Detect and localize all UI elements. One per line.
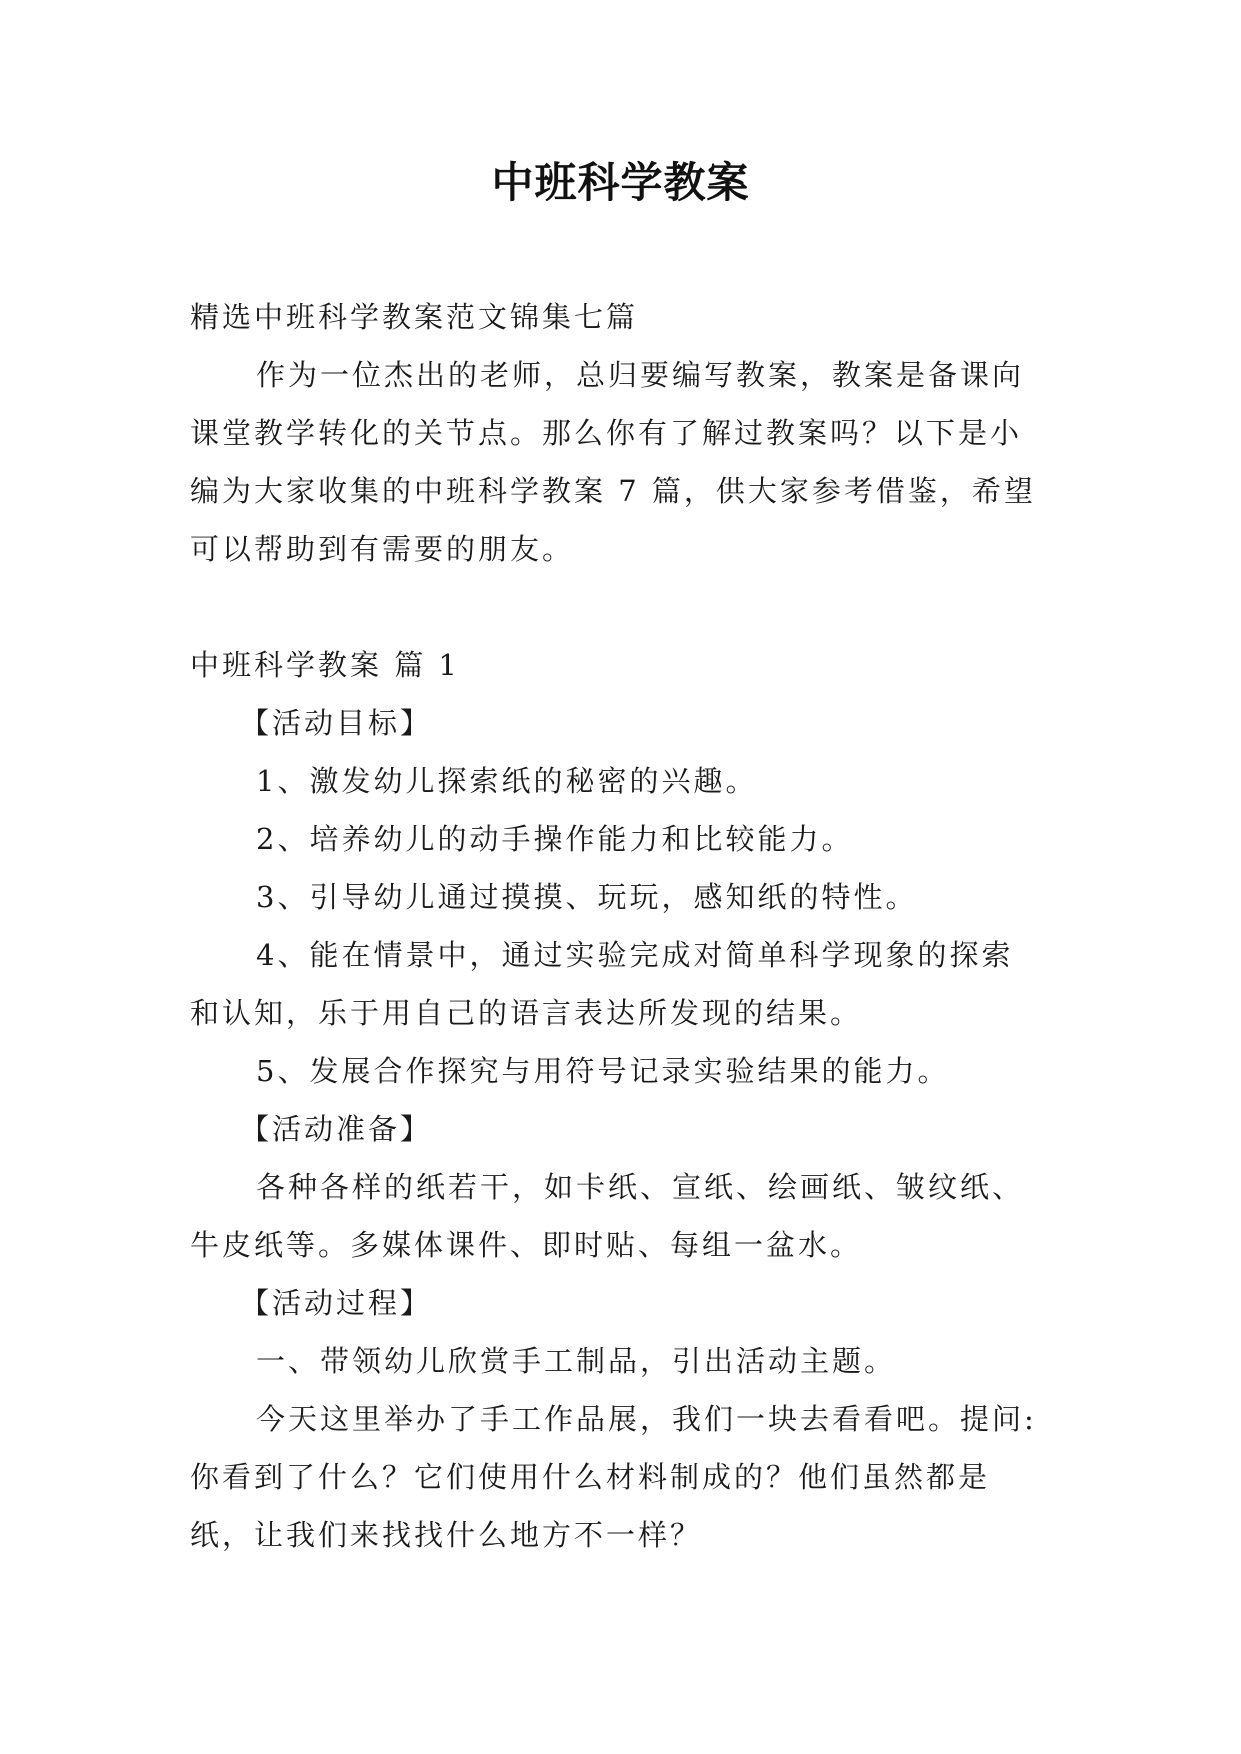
- process-line: 你看到了什么？它们使用什么材料制成的？他们虽然都是: [190, 1460, 991, 1494]
- intro-line: 作为一位杰出的老师，总归要编写教案，教案是备课向: [256, 358, 1025, 392]
- goal-item: 4、能在情景中，通过实验完成对简单科学现象的探索: [256, 938, 1014, 972]
- goal-item: 5、发展合作探究与用符号记录实验结果的能力。: [256, 1054, 950, 1088]
- process-line: 一、带领幼儿欣赏手工制品，引出活动主题。: [256, 1344, 897, 1378]
- prep-line: 牛皮纸等。多媒体课件、即时贴、每组一盆水。: [190, 1228, 863, 1262]
- page-title: 中班科学教案: [491, 158, 750, 207]
- process-heading: 【活动过程】: [240, 1286, 433, 1320]
- goal-item: 1、激发幼儿探索纸的秘密的兴趣。: [256, 764, 758, 798]
- document-body: [190, 288, 1060, 1564]
- goal-item: 3、引导幼儿通过摸摸、玩玩，感知纸的特性。: [256, 880, 918, 914]
- paragraph-gap: [190, 578, 1060, 636]
- intro-line: 课堂教学转化的关节点。那么你有了解过教案吗？以下是小: [190, 416, 1023, 450]
- process-line: 今天这里举办了手工作品展，我们一块去看看吧。提问:: [256, 1402, 1037, 1436]
- goal-heading: 【活动目标】: [240, 706, 433, 740]
- prep-line: 各种各样的纸若干，如卡纸、宣纸、绘画纸、皱纹纸、: [256, 1170, 1025, 1204]
- subtitle: 精选中班科学教案范文锦集七篇: [190, 300, 639, 334]
- goal-item-continuation: 和认知，乐于用自己的语言表达所发现的结果。: [190, 996, 863, 1030]
- intro-line: 可以帮助到有需要的朋友。: [190, 532, 575, 566]
- goal-item: 2、培养幼儿的动手操作能力和比较能力。: [256, 822, 854, 856]
- intro-line: 编为大家收集的中班科学教案 7 篇，供大家参考借鉴，希望: [190, 474, 1036, 508]
- process-line: 纸，让我们来找找什么地方不一样？: [190, 1518, 703, 1552]
- prep-heading: 【活动准备】: [240, 1112, 433, 1146]
- section-heading: 中班科学教案 篇 1: [190, 648, 460, 682]
